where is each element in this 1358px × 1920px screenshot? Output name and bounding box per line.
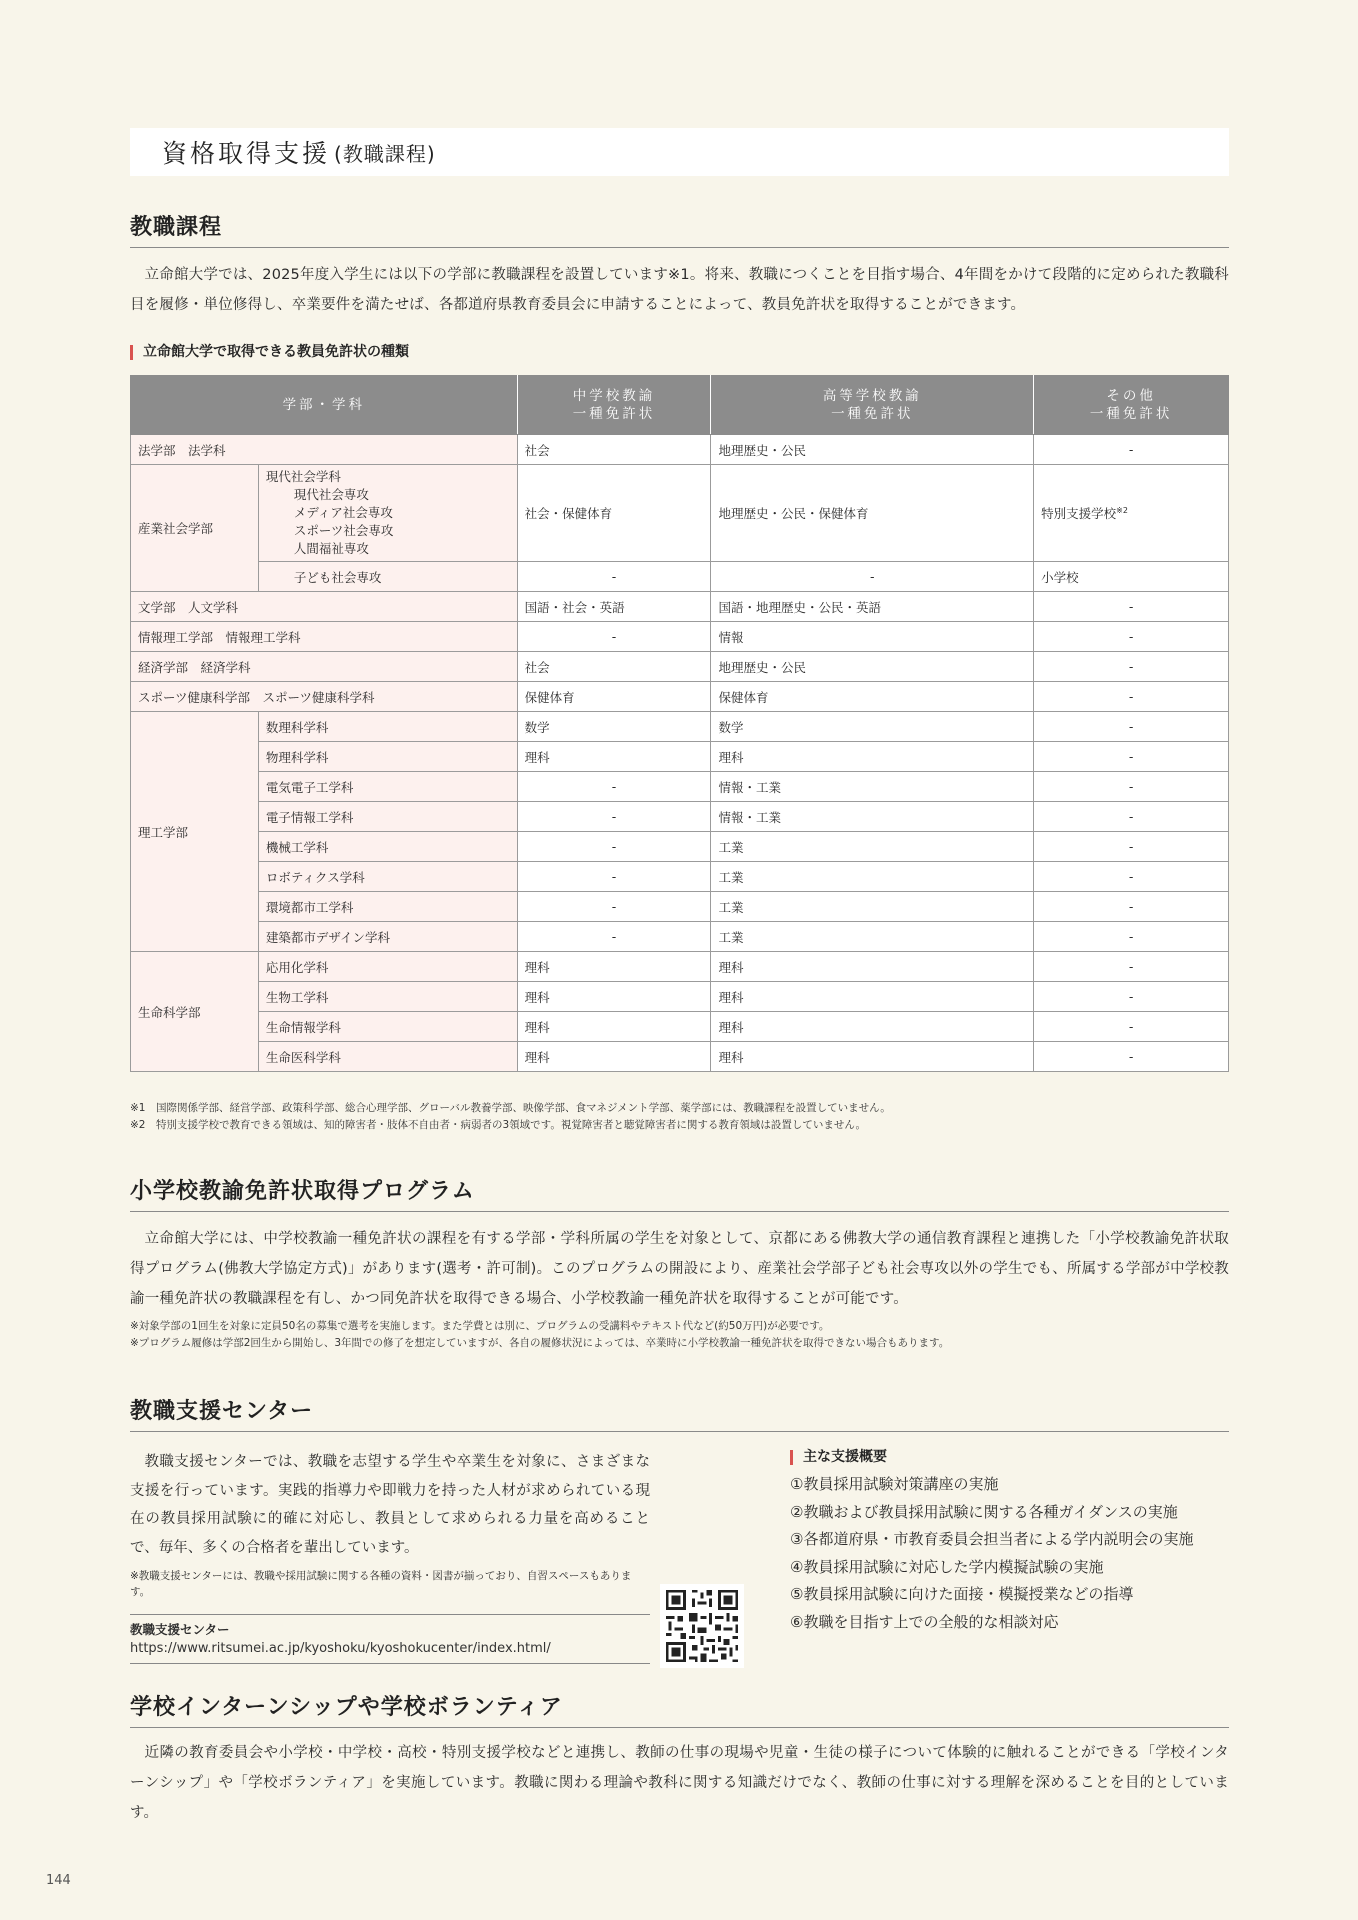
table-row: ロボティクス学科 - 工業 - xyxy=(131,862,1229,892)
table-row: 生物工学科 理科 理科 - xyxy=(131,982,1229,1012)
support-point-item: ①教員採用試験対策講座の実施 xyxy=(790,1475,999,1493)
license-table xyxy=(130,375,1229,1072)
support-point-item: ⑥教職を目指す上での全般的な相談対応 xyxy=(790,1612,1059,1631)
support-point-item: ④教員採用試験に対応した学内模擬試験の実施 xyxy=(790,1557,1104,1576)
support-points xyxy=(790,1450,1230,1636)
table-row: スポーツ健康科学部 スポーツ健康科学科 保健体育 保健体育 - xyxy=(131,682,1229,712)
elementary-program-body: 立命館大学には、中学校教諭一種免許状の課程を有する学部・学科所属の学生を対象として、京都にある佛教大学の通信教育課程と連携した「小学校教諭免許状取得プログラム(佛教大学協定方式)」があります(選考・許可制)。このプログラムの開設により、産業社会学部子ども社会専攻以外の学生でも、所属する学部が中学校教諭一種免許状の教職課程を有し、かつ同免許状を取得できる場合、小学校教諭一種免許状を取得することが可能です。 xyxy=(130,1231,1229,1307)
kyoshoku-body: 立命館大学では、2025年度入学生には以下の学部に教職課程を設置しています※1。将来、教職につくことを目指す場合、4年間をかけて段階的に定められた教職科目を履修・単位修得し、卒業要件を満たせば、各都道府県教育委員会に申請することによって、教員免許状を取得することができます。 xyxy=(130,267,1229,313)
support-center-url[interactable]: https://www.ritsumei.ac.jp/kyoshoku/kyoshokucenter/index.html/ xyxy=(130,1641,551,1656)
table-row: 生命科学部 応用化学科 理科 理科 - xyxy=(131,952,1229,982)
table-row: 産業社会学部 現代社会学科 現代社会専攻 メディア社会専攻 スポーツ社会専攻 人間福祉専攻 社会・保健体育 地理歴史・公民・保健体育 特別支援学校$^{※2}$ xyxy=(131,465,1229,562)
table-row: 法学部 法学科 社会 地理歴史・公民 - xyxy=(131,435,1229,465)
table-row: 電子情報工学科 - 情報・工業 - xyxy=(131,802,1229,832)
title-bar xyxy=(130,128,1229,176)
table-row: 機械工学科 - 工業 - xyxy=(131,832,1229,862)
table-header-row xyxy=(131,376,1229,435)
table-label: 立命館大学で取得できる教員免許状の種類 xyxy=(130,345,409,360)
table-row: 環境都市工学科 - 工業 - xyxy=(131,892,1229,922)
footnotes xyxy=(130,1100,1229,1134)
section-heading-support-center: 教職支援センター xyxy=(130,1394,1229,1432)
table-row: 経済学部 経済学科 社会 地理歴史・公民 - xyxy=(131,652,1229,682)
elementary-program-notes: ※対象学部の1回生を対象に定員50名の募集で選考を実施します。また学費とは別に、プログラムの受講料やテキスト代など(約50万円)が必要です。 ※プログラム履修は学部2回生から開始し、3年間での修了を想定していますが、各自の履修状況によっては、卒業時に小学校教諭一種免許状を取得できない場合もあります。 xyxy=(130,1320,950,1349)
support-center-name: 教職支援センター xyxy=(130,1622,230,1637)
support-points-label: 主な支援概要 xyxy=(790,1450,1230,1465)
internship-body: 近隣の教育委員会や小学校・中学校・高校・特別支援学校などと連携し、教師の仕事の現場や児童・生徒の様子について体験的に触れることができる「学校インターンシップ」や「学校ボランティア」を実施しています。教職に関わる理論や教科に関する知識だけでなく、教師の仕事に対する理解を深めることを目的としています。 xyxy=(130,1745,1229,1821)
page-number: 144 xyxy=(46,1873,71,1888)
section-heading-kyoshoku: 教職課程 xyxy=(130,210,1229,248)
table-row: 情報理工学部 情報理工学科 - 情報 - xyxy=(131,622,1229,652)
header-jhs: 中学校教諭 一種免許状 xyxy=(517,376,711,435)
table-row: 生命医科学科 理科 理科 - xyxy=(131,1042,1229,1072)
support-center-body: 教職支援センターでは、教職を志望する学生や卒業生を対象に、さまざまな支援を行っています。実践的指導力や即戦力を持った人材が求められている現在の教員採用試験に的確に対応し、教員として求められる力量を高めることで、毎年、多くの合格者を輩出しています。 xyxy=(130,1454,650,1556)
support-center-note: ※教職支援センターには、教職や採用試験に関する各種の資料・図書が揃っており、自習スペースもあります。 xyxy=(130,1570,632,1598)
footnote-2: ※2 特別支援学校で教育できる領域は、知的障害者・肢体不自由者・病弱者の3領域です。視覚障害者と聴覚障害者に関する教育領域は設置していません。 xyxy=(130,1119,866,1131)
header-dept: 学部・学科 xyxy=(131,376,518,435)
page-title: 資格取得支援 xyxy=(162,139,331,168)
table-row: 物理科学科 理科 理科 - xyxy=(131,742,1229,772)
footnote-1: ※1 国際関係学部、経営学部、政策科学部、総合心理学部、グローバル教養学部、映像学部、食マネジメント学部、薬学部には、教職課程を設置していません。 xyxy=(130,1102,891,1114)
support-point-item: ②教職および教員採用試験に関する各種ガイダンスの実施 xyxy=(790,1502,1178,1521)
section-heading-elementary-program: 小学校教諭免許状取得プログラム xyxy=(130,1174,1229,1212)
page-subtitle: (教職課程) xyxy=(334,141,436,166)
table-row: 文学部 人文学科 国語・社会・英語 国語・地理歴史・公民・英語 - xyxy=(131,592,1229,622)
support-center-text xyxy=(130,1448,650,1664)
support-point-item: ③各都道府県・市教育委員会担当者による学内説明会の実施 xyxy=(790,1530,1194,1548)
header-hs: 高等学校教諭 一種免許状 xyxy=(711,376,1034,435)
qr-code-icon[interactable] xyxy=(660,1584,744,1668)
table-row: 理工学部 数理科学科 数学 数学 - xyxy=(131,712,1229,742)
support-center-link-box xyxy=(130,1614,650,1664)
support-point-item: ⑤教員採用試験に向けた面接・模擬授業などの指導 xyxy=(790,1585,1134,1603)
table-row: 子ども社会専攻 - - 小学校 xyxy=(131,562,1229,592)
table-row: 建築都市デザイン学科 - 工業 - xyxy=(131,922,1229,952)
header-other: その他 一種免許状 xyxy=(1034,376,1229,435)
section-heading-internship: 学校インターンシップや学校ボランティア xyxy=(130,1690,1229,1728)
table-row: 生命情報学科 理科 理科 - xyxy=(131,1012,1229,1042)
table-row: 電気電子工学科 - 情報・工業 - xyxy=(131,772,1229,802)
